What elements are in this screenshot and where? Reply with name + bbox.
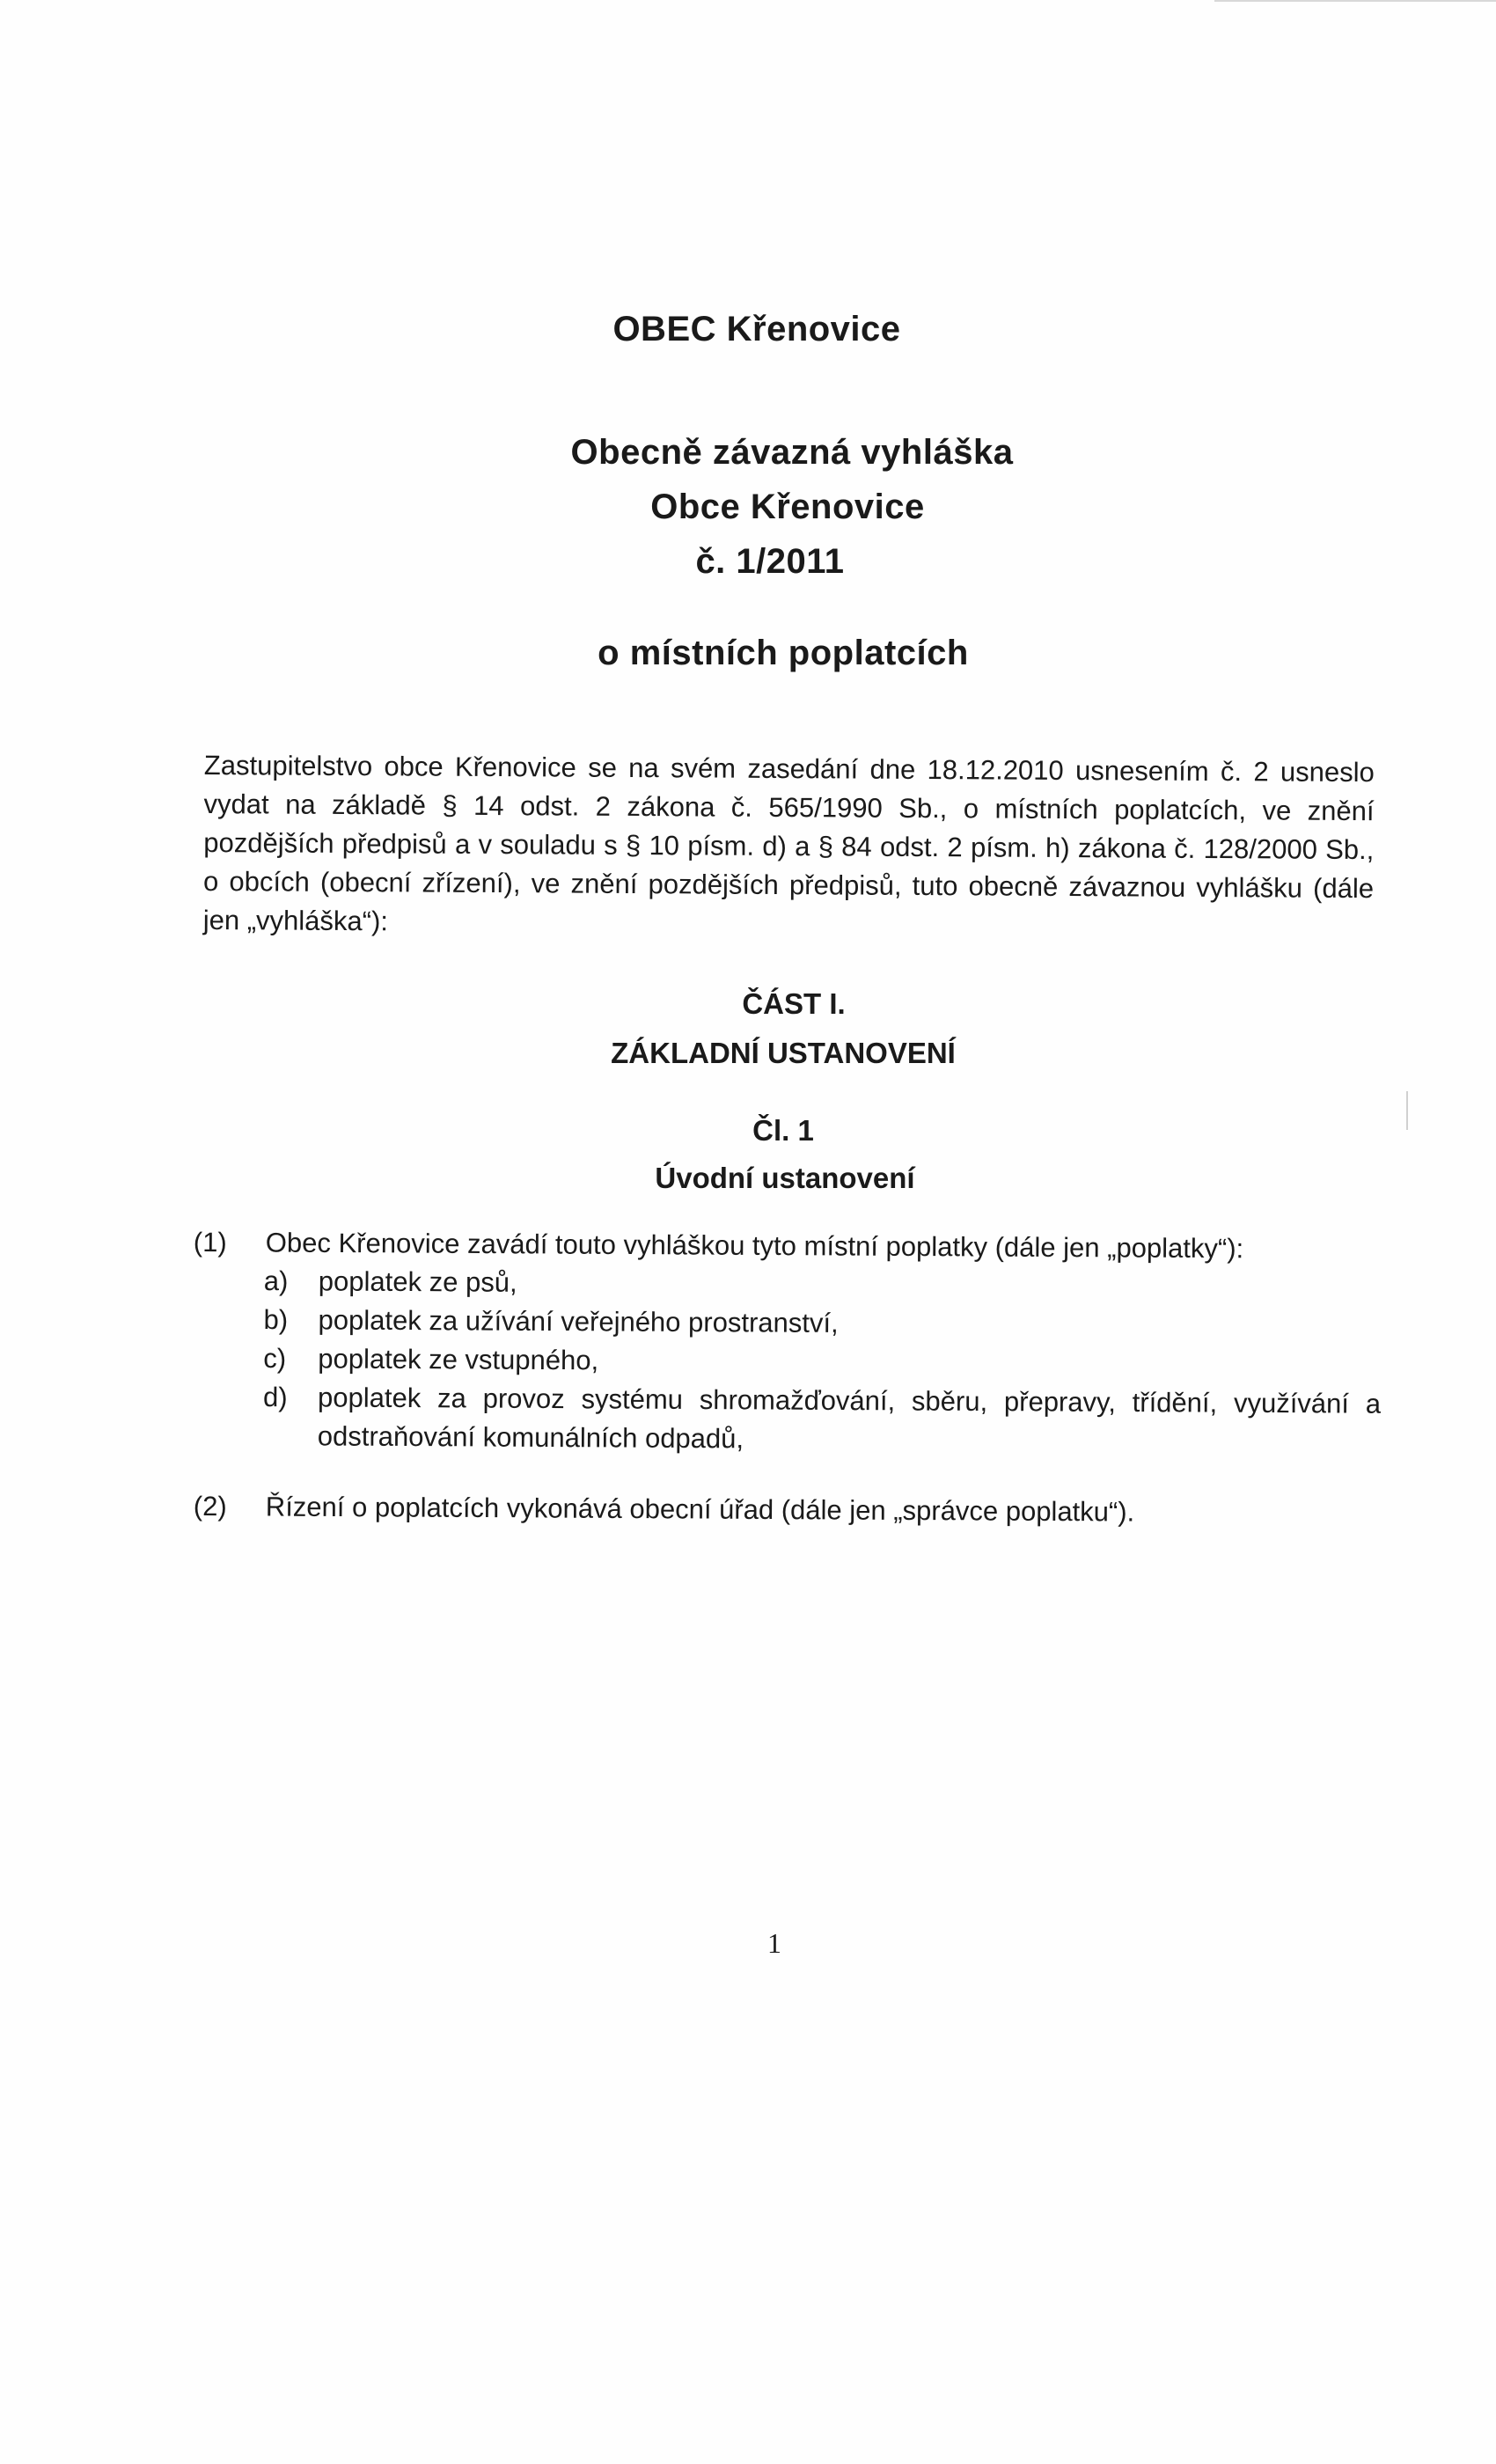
list-item-letter: c) — [263, 1342, 287, 1375]
preamble-paragraph: Zastupitelstvo obce Křenovice se na svém zasedání dne 18.12.2010 usnesením č. 2 usneslo vydat na základě § 14 odst. 2 zákona č. 565/1990 Sb., o místních poplatcích, ve znění pozdějších předpisů a v souladu s § 10 písm. d) a § 84 odst. 2 písm. h) zákona č. 128/2000 Sb., o obcích (obecní zřízení), ve znění pozdějších předpisů, tuto obecně závaznou vyhlášku (dále jen „vyhláška“): — [202, 749, 1375, 937]
paragraph-text: Řízení o poplatcích vykonává obecní úřad (dále jen „správce poplatku“). — [265, 1491, 1135, 1528]
fee-list — [263, 1262, 1382, 1463]
decree-subject-heading: o místních poplatcích — [598, 634, 969, 672]
list-item-letter: b) — [263, 1303, 289, 1336]
article-number-heading: Čl. 1 — [752, 1114, 814, 1147]
decree-type-heading: Obecně závazná vyhláška — [570, 433, 1014, 472]
list-item-text: poplatek za provoz systému shromažďování, sběru, přepravy, třídění, využívání a odstraňování komunálních odpadů, — [317, 1382, 1382, 1455]
decree-number-heading: č. 1/2011 — [695, 542, 845, 581]
paragraph-number: (2) — [193, 1490, 227, 1522]
list-item — [263, 1339, 1381, 1385]
page-number: 1 — [767, 1927, 781, 1959]
list-item — [264, 1262, 1382, 1308]
list-item-letter: a) — [263, 1265, 289, 1297]
list-item-text: poplatek za užívání veřejného prostranství, — [318, 1304, 839, 1338]
list-item-text: poplatek ze psů, — [318, 1265, 517, 1298]
paragraph-number: (1) — [193, 1226, 227, 1258]
part-number-heading: ČÁST I. — [742, 987, 846, 1020]
list-item — [263, 1301, 1381, 1346]
article-title-heading: Úvodní ustanovení — [655, 1162, 915, 1194]
paragraph-text: Obec Křenovice zavádí touto vyhláškou tyto místní poplatky (dále jen „poplatky“): — [265, 1227, 1244, 1265]
list-item — [263, 1378, 1382, 1463]
paragraph-2 — [194, 1487, 1382, 1533]
decree-issuer-heading: Obce Křenovice — [650, 488, 925, 526]
list-item-text: poplatek ze vstupného, — [318, 1343, 599, 1376]
scan-artifact-line — [1214, 0, 1496, 2]
part-title-heading: ZÁKLADNÍ USTANOVENÍ — [611, 1037, 956, 1069]
municipality-title: OBEC Křenovice — [612, 310, 901, 348]
list-item-letter: d) — [262, 1381, 288, 1413]
